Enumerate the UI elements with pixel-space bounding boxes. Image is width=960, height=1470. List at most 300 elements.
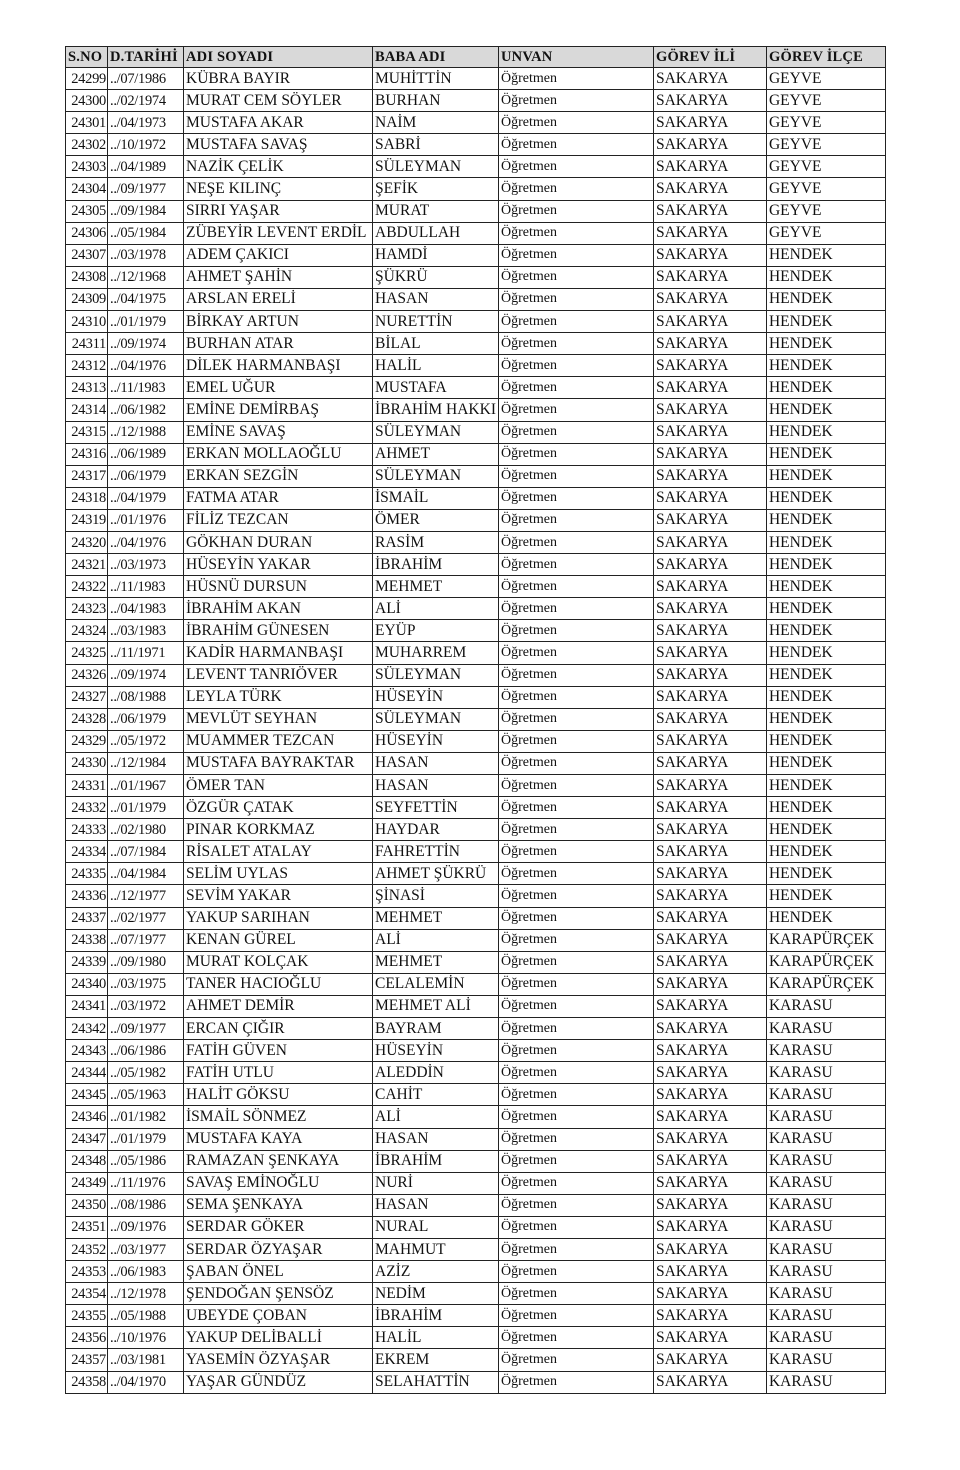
father-name-cell: AHMET ŞÜKRÜ (373, 863, 499, 885)
table-row (66, 686, 886, 708)
birth-date-cell: ../03/1978 (108, 244, 184, 266)
title-cell: Öğretmen (498, 973, 653, 995)
district-cell: KARASU (766, 1305, 885, 1327)
father-name-cell: HAYDAR (373, 819, 499, 841)
full-name-cell: YASEMİN ÖZYAŞAR (184, 1349, 373, 1371)
sno-cell: 24351 (66, 1216, 108, 1238)
district-cell: KARASU (766, 1106, 885, 1128)
full-name-cell: ŞENDOĞAN ŞENSÖZ (184, 1283, 373, 1305)
sno-cell: 24339 (66, 951, 108, 973)
province-cell: SAKARYA (653, 1283, 766, 1305)
father-name-cell: HAMDİ (373, 244, 499, 266)
table-row (66, 90, 886, 112)
full-name-cell: ERKAN MOLLAOĞLU (184, 443, 373, 465)
header-father-name: BABA ADI (373, 47, 499, 68)
table-row (66, 995, 886, 1017)
birth-date-cell: ../12/1968 (108, 266, 184, 288)
sno-cell: 24300 (66, 90, 108, 112)
sno-cell: 24318 (66, 487, 108, 509)
sno-cell: 24341 (66, 995, 108, 1017)
birth-date-cell: ../01/1982 (108, 1106, 184, 1128)
province-cell: SAKARYA (653, 222, 766, 244)
father-name-cell: HÜSEYİN (373, 730, 499, 752)
province-cell: SAKARYA (653, 598, 766, 620)
father-name-cell: SÜLEYMAN (373, 708, 499, 730)
table-row (66, 841, 886, 863)
title-cell: Öğretmen (498, 1062, 653, 1084)
sno-cell: 24324 (66, 620, 108, 642)
table-row (66, 1283, 886, 1305)
table-row (66, 642, 886, 664)
title-cell: Öğretmen (498, 664, 653, 686)
province-cell: SAKARYA (653, 730, 766, 752)
province-cell: SAKARYA (653, 1084, 766, 1106)
title-cell: Öğretmen (498, 377, 653, 399)
sno-cell: 24323 (66, 598, 108, 620)
title-cell: Öğretmen (498, 686, 653, 708)
district-cell: KARASU (766, 1327, 885, 1349)
header-province: GÖREV İLİ (653, 47, 766, 68)
table-header-row (66, 47, 886, 68)
table-row (66, 333, 886, 355)
birth-date-cell: ../05/1963 (108, 1084, 184, 1106)
title-cell: Öğretmen (498, 1371, 653, 1393)
birth-date-cell: ../12/1978 (108, 1283, 184, 1305)
title-cell: Öğretmen (498, 929, 653, 951)
district-cell: HENDEK (766, 421, 885, 443)
district-cell: HENDEK (766, 686, 885, 708)
title-cell: Öğretmen (498, 885, 653, 907)
sno-cell: 24299 (66, 68, 108, 90)
province-cell: SAKARYA (653, 554, 766, 576)
sno-cell: 24314 (66, 399, 108, 421)
table-row (66, 1106, 886, 1128)
full-name-cell: SEMA ŞENKAYA (184, 1194, 373, 1216)
birth-date-cell: ../05/1986 (108, 1150, 184, 1172)
table-row (66, 421, 886, 443)
full-name-cell: MUSTAFA BAYRAKTAR (184, 752, 373, 774)
title-cell: Öğretmen (498, 995, 653, 1017)
birth-date-cell: ../06/1982 (108, 399, 184, 421)
title-cell: Öğretmen (498, 244, 653, 266)
birth-date-cell: ../03/1977 (108, 1238, 184, 1260)
district-cell: KARASU (766, 1216, 885, 1238)
sno-cell: 24347 (66, 1128, 108, 1150)
birth-date-cell: ../01/1976 (108, 509, 184, 531)
full-name-cell: LEVENT TANRIÖVER (184, 664, 373, 686)
full-name-cell: UBEYDE ÇOBAN (184, 1305, 373, 1327)
table-row (66, 620, 886, 642)
province-cell: SAKARYA (653, 973, 766, 995)
title-cell: Öğretmen (498, 200, 653, 222)
full-name-cell: EMİNE SAVAŞ (184, 421, 373, 443)
table-row (66, 465, 886, 487)
full-name-cell: RAMAZAN ŞENKAYA (184, 1150, 373, 1172)
birth-date-cell: ../04/1973 (108, 112, 184, 134)
province-cell: SAKARYA (653, 841, 766, 863)
title-cell: Öğretmen (498, 554, 653, 576)
title-cell: Öğretmen (498, 642, 653, 664)
father-name-cell: HALİL (373, 355, 499, 377)
sno-cell: 24315 (66, 421, 108, 443)
table-row (66, 907, 886, 929)
province-cell: SAKARYA (653, 355, 766, 377)
full-name-cell: AHMET DEMİR (184, 995, 373, 1017)
father-name-cell: ALİ (373, 598, 499, 620)
full-name-cell: MURAT CEM SÖYLER (184, 90, 373, 112)
table-row (66, 1305, 886, 1327)
sno-cell: 24328 (66, 708, 108, 730)
full-name-cell: PINAR KORKMAZ (184, 819, 373, 841)
father-name-cell: AZİZ (373, 1261, 499, 1283)
sno-cell: 24350 (66, 1194, 108, 1216)
sno-cell: 24343 (66, 1040, 108, 1062)
title-cell: Öğretmen (498, 1128, 653, 1150)
birth-date-cell: ../06/1983 (108, 1261, 184, 1283)
birth-date-cell: ../01/1979 (108, 311, 184, 333)
father-name-cell: FAHRETTİN (373, 841, 499, 863)
province-cell: SAKARYA (653, 1261, 766, 1283)
father-name-cell: SEYFETTİN (373, 797, 499, 819)
father-name-cell: HALİL (373, 1327, 499, 1349)
province-cell: SAKARYA (653, 797, 766, 819)
full-name-cell: YAKUP SARIHAN (184, 907, 373, 929)
table-row (66, 885, 886, 907)
full-name-cell: FATİH GÜVEN (184, 1040, 373, 1062)
full-name-cell: İSMAİL SÖNMEZ (184, 1106, 373, 1128)
sno-cell: 24334 (66, 841, 108, 863)
sno-cell: 24336 (66, 885, 108, 907)
district-cell: HENDEK (766, 554, 885, 576)
title-cell: Öğretmen (498, 1084, 653, 1106)
birth-date-cell: ../03/1975 (108, 973, 184, 995)
header-sno: S.NO (66, 47, 108, 68)
birth-date-cell: ../04/1984 (108, 863, 184, 885)
table-row (66, 775, 886, 797)
father-name-cell: HASAN (373, 752, 499, 774)
father-name-cell: AHMET (373, 443, 499, 465)
title-cell: Öğretmen (498, 752, 653, 774)
birth-date-cell: ../07/1977 (108, 929, 184, 951)
sno-cell: 24353 (66, 1261, 108, 1283)
birth-date-cell: ../08/1986 (108, 1194, 184, 1216)
district-cell: HENDEK (766, 266, 885, 288)
appointment-table (65, 46, 886, 1394)
sno-cell: 24327 (66, 686, 108, 708)
birth-date-cell: ../05/1982 (108, 1062, 184, 1084)
province-cell: SAKARYA (653, 377, 766, 399)
district-cell: HENDEK (766, 620, 885, 642)
sno-cell: 24333 (66, 819, 108, 841)
district-cell: HENDEK (766, 333, 885, 355)
district-cell: HENDEK (766, 487, 885, 509)
district-cell: KARASU (766, 1128, 885, 1150)
full-name-cell: ERCAN ÇIĞIR (184, 1018, 373, 1040)
province-cell: SAKARYA (653, 951, 766, 973)
province-cell: SAKARYA (653, 1040, 766, 1062)
province-cell: SAKARYA (653, 929, 766, 951)
sno-cell: 24320 (66, 531, 108, 553)
province-cell: SAKARYA (653, 1150, 766, 1172)
title-cell: Öğretmen (498, 775, 653, 797)
table-row (66, 531, 886, 553)
district-cell: HENDEK (766, 576, 885, 598)
sno-cell: 24331 (66, 775, 108, 797)
table-row (66, 1062, 886, 1084)
district-cell: KARAPÜRÇEK (766, 951, 885, 973)
birth-date-cell: ../05/1972 (108, 730, 184, 752)
father-name-cell: ÖMER (373, 509, 499, 531)
table-row (66, 752, 886, 774)
sno-cell: 24342 (66, 1018, 108, 1040)
sno-cell: 24306 (66, 222, 108, 244)
province-cell: SAKARYA (653, 465, 766, 487)
table-row (66, 1194, 886, 1216)
sno-cell: 24311 (66, 333, 108, 355)
full-name-cell: KENAN GÜREL (184, 929, 373, 951)
full-name-cell: KADİR HARMANBAŞI (184, 642, 373, 664)
district-cell: KARASU (766, 1194, 885, 1216)
province-cell: SAKARYA (653, 775, 766, 797)
full-name-cell: MUAMMER TEZCAN (184, 730, 373, 752)
province-cell: SAKARYA (653, 863, 766, 885)
title-cell: Öğretmen (498, 951, 653, 973)
father-name-cell: İBRAHİM (373, 1305, 499, 1327)
birth-date-cell: ../09/1977 (108, 178, 184, 200)
table-row (66, 1040, 886, 1062)
full-name-cell: ŞABAN ÖNEL (184, 1261, 373, 1283)
table-row (66, 487, 886, 509)
sno-cell: 24344 (66, 1062, 108, 1084)
birth-date-cell: ../09/1984 (108, 200, 184, 222)
table-row (66, 443, 886, 465)
district-cell: HENDEK (766, 399, 885, 421)
father-name-cell: SABRİ (373, 134, 499, 156)
father-name-cell: CAHİT (373, 1084, 499, 1106)
table-row (66, 554, 886, 576)
full-name-cell: İBRAHİM AKAN (184, 598, 373, 620)
father-name-cell: NURİ (373, 1172, 499, 1194)
title-cell: Öğretmen (498, 576, 653, 598)
sno-cell: 24325 (66, 642, 108, 664)
district-cell: HENDEK (766, 509, 885, 531)
district-cell: GEYVE (766, 156, 885, 178)
district-cell: GEYVE (766, 178, 885, 200)
birth-date-cell: ../03/1973 (108, 554, 184, 576)
table-row (66, 222, 886, 244)
father-name-cell: ŞİNASİ (373, 885, 499, 907)
birth-date-cell: ../01/1967 (108, 775, 184, 797)
sno-cell: 24316 (66, 443, 108, 465)
father-name-cell: SELAHATTİN (373, 1371, 499, 1393)
province-cell: SAKARYA (653, 708, 766, 730)
birth-date-cell: ../03/1981 (108, 1349, 184, 1371)
province-cell: SAKARYA (653, 752, 766, 774)
birth-date-cell: ../04/1976 (108, 531, 184, 553)
district-cell: HENDEK (766, 730, 885, 752)
sno-cell: 24357 (66, 1349, 108, 1371)
title-cell: Öğretmen (498, 841, 653, 863)
birth-date-cell: ../11/1983 (108, 576, 184, 598)
title-cell: Öğretmen (498, 819, 653, 841)
birth-date-cell: ../04/1989 (108, 156, 184, 178)
full-name-cell: AHMET ŞAHİN (184, 266, 373, 288)
district-cell: KARASU (766, 1172, 885, 1194)
table-row (66, 200, 886, 222)
father-name-cell: MEHMET ALİ (373, 995, 499, 1017)
table-row (66, 797, 886, 819)
district-cell: KARASU (766, 1283, 885, 1305)
father-name-cell: NAİM (373, 112, 499, 134)
full-name-cell: ADEM ÇAKICI (184, 244, 373, 266)
sno-cell: 24319 (66, 509, 108, 531)
province-cell: SAKARYA (653, 399, 766, 421)
birth-date-cell: ../08/1988 (108, 686, 184, 708)
father-name-cell: SÜLEYMAN (373, 156, 499, 178)
full-name-cell: YAŞAR GÜNDÜZ (184, 1371, 373, 1393)
province-cell: SAKARYA (653, 1371, 766, 1393)
birth-date-cell: ../02/1977 (108, 907, 184, 929)
district-cell: GEYVE (766, 200, 885, 222)
full-name-cell: SERDAR ÖZYAŞAR (184, 1238, 373, 1260)
sno-cell: 24307 (66, 244, 108, 266)
table-row (66, 1018, 886, 1040)
sno-cell: 24332 (66, 797, 108, 819)
title-cell: Öğretmen (498, 68, 653, 90)
full-name-cell: EMEL UĞUR (184, 377, 373, 399)
sno-cell: 24309 (66, 288, 108, 310)
table-body (66, 68, 886, 1394)
father-name-cell: MEHMET (373, 576, 499, 598)
district-cell: KARASU (766, 1150, 885, 1172)
sno-cell: 24355 (66, 1305, 108, 1327)
province-cell: SAKARYA (653, 576, 766, 598)
province-cell: SAKARYA (653, 1062, 766, 1084)
province-cell: SAKARYA (653, 1216, 766, 1238)
province-cell: SAKARYA (653, 178, 766, 200)
birth-date-cell: ../11/1983 (108, 377, 184, 399)
sno-cell: 24330 (66, 752, 108, 774)
district-cell: HENDEK (766, 907, 885, 929)
district-cell: KARASU (766, 1238, 885, 1260)
title-cell: Öğretmen (498, 1172, 653, 1194)
sno-cell: 24321 (66, 554, 108, 576)
full-name-cell: BURHAN ATAR (184, 333, 373, 355)
district-cell: HENDEK (766, 885, 885, 907)
father-name-cell: HASAN (373, 1128, 499, 1150)
father-name-cell: NURETTİN (373, 311, 499, 333)
sno-cell: 24337 (66, 907, 108, 929)
title-cell: Öğretmen (498, 266, 653, 288)
birth-date-cell: ../06/1986 (108, 1040, 184, 1062)
title-cell: Öğretmen (498, 1305, 653, 1327)
province-cell: SAKARYA (653, 1172, 766, 1194)
table-row (66, 1371, 886, 1393)
title-cell: Öğretmen (498, 730, 653, 752)
title-cell: Öğretmen (498, 531, 653, 553)
district-cell: KARASU (766, 995, 885, 1017)
sno-cell: 24302 (66, 134, 108, 156)
full-name-cell: BİRKAY ARTUN (184, 311, 373, 333)
father-name-cell: İSMAİL (373, 487, 499, 509)
sno-cell: 24305 (66, 200, 108, 222)
title-cell: Öğretmen (498, 487, 653, 509)
full-name-cell: ERKAN SEZGİN (184, 465, 373, 487)
title-cell: Öğretmen (498, 90, 653, 112)
birth-date-cell: ../01/1979 (108, 797, 184, 819)
birth-date-cell: ../09/1977 (108, 1018, 184, 1040)
full-name-cell: RİSALET ATALAY (184, 841, 373, 863)
sno-cell: 24317 (66, 465, 108, 487)
full-name-cell: SELİM UYLAS (184, 863, 373, 885)
father-name-cell: HÜSEYİN (373, 686, 499, 708)
title-cell: Öğretmen (498, 1349, 653, 1371)
table-row (66, 509, 886, 531)
father-name-cell: ABDULLAH (373, 222, 499, 244)
province-cell: SAKARYA (653, 112, 766, 134)
sno-cell: 24312 (66, 355, 108, 377)
province-cell: SAKARYA (653, 443, 766, 465)
title-cell: Öğretmen (498, 1194, 653, 1216)
full-name-cell: MUSTAFA AKAR (184, 112, 373, 134)
district-cell: HENDEK (766, 642, 885, 664)
table-row (66, 951, 886, 973)
full-name-cell: NEŞE KILINÇ (184, 178, 373, 200)
birth-date-cell: ../12/1988 (108, 421, 184, 443)
birth-date-cell: ../05/1988 (108, 1305, 184, 1327)
province-cell: SAKARYA (653, 885, 766, 907)
province-cell: SAKARYA (653, 995, 766, 1017)
birth-date-cell: ../07/1984 (108, 841, 184, 863)
sno-cell: 24303 (66, 156, 108, 178)
full-name-cell: MUSTAFA SAVAŞ (184, 134, 373, 156)
full-name-cell: SEVİM YAKAR (184, 885, 373, 907)
father-name-cell: ŞÜKRÜ (373, 266, 499, 288)
title-cell: Öğretmen (498, 112, 653, 134)
father-name-cell: EKREM (373, 1349, 499, 1371)
title-cell: Öğretmen (498, 1216, 653, 1238)
birth-date-cell: ../12/1984 (108, 752, 184, 774)
province-cell: SAKARYA (653, 266, 766, 288)
title-cell: Öğretmen (498, 1018, 653, 1040)
sno-cell: 24304 (66, 178, 108, 200)
father-name-cell: EYÜP (373, 620, 499, 642)
birth-date-cell: ../06/1979 (108, 465, 184, 487)
header-district: GÖREV İLÇE (766, 47, 885, 68)
district-cell: HENDEK (766, 244, 885, 266)
father-name-cell: BURHAN (373, 90, 499, 112)
table-row (66, 730, 886, 752)
province-cell: SAKARYA (653, 90, 766, 112)
father-name-cell: SÜLEYMAN (373, 664, 499, 686)
sno-cell: 24308 (66, 266, 108, 288)
province-cell: SAKARYA (653, 686, 766, 708)
district-cell: GEYVE (766, 134, 885, 156)
table-row (66, 244, 886, 266)
title-cell: Öğretmen (498, 1327, 653, 1349)
sno-cell: 24329 (66, 730, 108, 752)
district-cell: KARASU (766, 1084, 885, 1106)
province-cell: SAKARYA (653, 1327, 766, 1349)
province-cell: SAKARYA (653, 333, 766, 355)
title-cell: Öğretmen (498, 620, 653, 642)
full-name-cell: FATİH UTLU (184, 1062, 373, 1084)
table-row (66, 598, 886, 620)
district-cell: GEYVE (766, 222, 885, 244)
province-cell: SAKARYA (653, 819, 766, 841)
district-cell: HENDEK (766, 531, 885, 553)
birth-date-cell: ../04/1983 (108, 598, 184, 620)
